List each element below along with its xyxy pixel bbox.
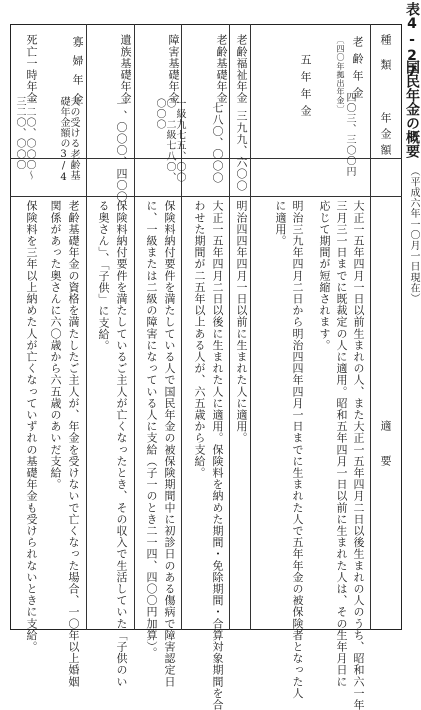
row-amount-kafu: 夫の受ける老齢基礎年金額の3/4 [58,96,79,184]
row-name-rorei-kiso: 老齢基礎年金 [215,34,228,104]
row-amount-izoku-kiso: 一、〇〇〇、四〇〇 [115,98,128,203]
col-divider [134,24,135,630]
row-req-line: 三月三一日までに既裁定の人に適用。昭和五年四月一日以前に生まれた人は、その生年月日に [335,200,348,688]
header-amount: 年金額 [379,112,392,160]
row-req-line: 保険料納付要件を満たしている人で国民年金の被保険期間中に初診日のある傷病で障害認定日 [163,200,176,688]
col-divider [229,24,230,630]
row-amount-shibo-ichiji: 一二〇、〇〇〇〜三二〇、〇〇〇 [14,96,35,181]
row-name-shogai-kiso: 障害基礎年金 [167,34,180,104]
header-requirement: 適 要 [379,420,392,467]
col-divider [250,24,251,630]
row-req-line: に、一級または二級の障害になっている人に支給（子一のとき二一四、四〇〇円加算）。 [145,200,158,659]
row-req-line: 老齢基礎年金の資格を満たしたご主人が、年金を受けないで亡くなった場合、一〇年以上婚姻 [67,200,80,688]
row-req-line: 保険料納付要件を満たしているご主人が亡くなったとき、その収入で生活していた「子供のい [115,200,128,688]
section-divider [10,196,402,197]
date-note: （平成六年一〇月一日現在） [408,166,419,304]
row-req-line: 大正一五年四月二日以後に生まれた人に適用。保険料を納めた期間・免除期間・合算対象期間を合 [211,200,224,710]
row-req-line: 大正一五年四月一日以前生まれの人、また大正一五年四月二日以後生まれの人のうち、昭和六一年 [352,200,365,710]
col-divider [86,24,87,630]
row-name-izoku-kiso: 遺族基礎年金 [119,34,132,104]
row-sub-rorei-nenkin: 〔四〇年拠出年金〕 [336,36,345,114]
row-amount-rorei-nenkin: 四〇三、三〇〇円 [344,92,355,177]
row-req-line: 明治四四年四月一日以前に生まれた人に適用。 [235,200,248,444]
row-req-line: 保険料を三年以上納めた人が亡くなっていずれの基礎年金も受けられないときに支給。 [25,200,38,653]
row-name-rorei-nenkin: 老齢年金 [351,36,364,104]
row-name-kafu: 寡婦年金 [71,36,84,112]
row-req-line: 応じて期間が短縮されます。 [318,200,331,351]
row-req-line: る奥さん」、「子供」に支給。 [97,200,110,352]
col-divider [370,24,371,630]
row-kind-extra-gonen: 五年年金 [299,54,312,122]
row-amount-rorei-kiso: 七八〇、〇〇〇 [211,102,224,184]
row-req-line: 関係があった奥さんに六〇歳から六五歳のあいだ支給。 [49,200,62,490]
row-name-rorei-fukushi: 老齢福祉年金 [235,34,248,104]
table-number: 表4-27 [404,2,420,80]
row-amount-rorei-fukushi: 三九九、六〇〇 [235,110,248,192]
row-amount-shogai-kiso: 一級九七五、〇〇〇 二級七八〇、〇〇〇 [154,98,185,183]
row-req-line: に適用。 [274,200,287,247]
table-title: 国民年金の概要 [404,60,420,158]
header-kind: 種類 [379,34,392,84]
row-name-shibo-ichiji: 死亡一時年金 [25,34,38,104]
row-req-line: 明治三九年四月二日から明治四四年四月一日までに生まれた人で五年年金の被保険者となった人 [291,200,304,699]
row-req-line: わせた期間が二五年以上ある人が、六五歳から支給。 [193,200,206,479]
